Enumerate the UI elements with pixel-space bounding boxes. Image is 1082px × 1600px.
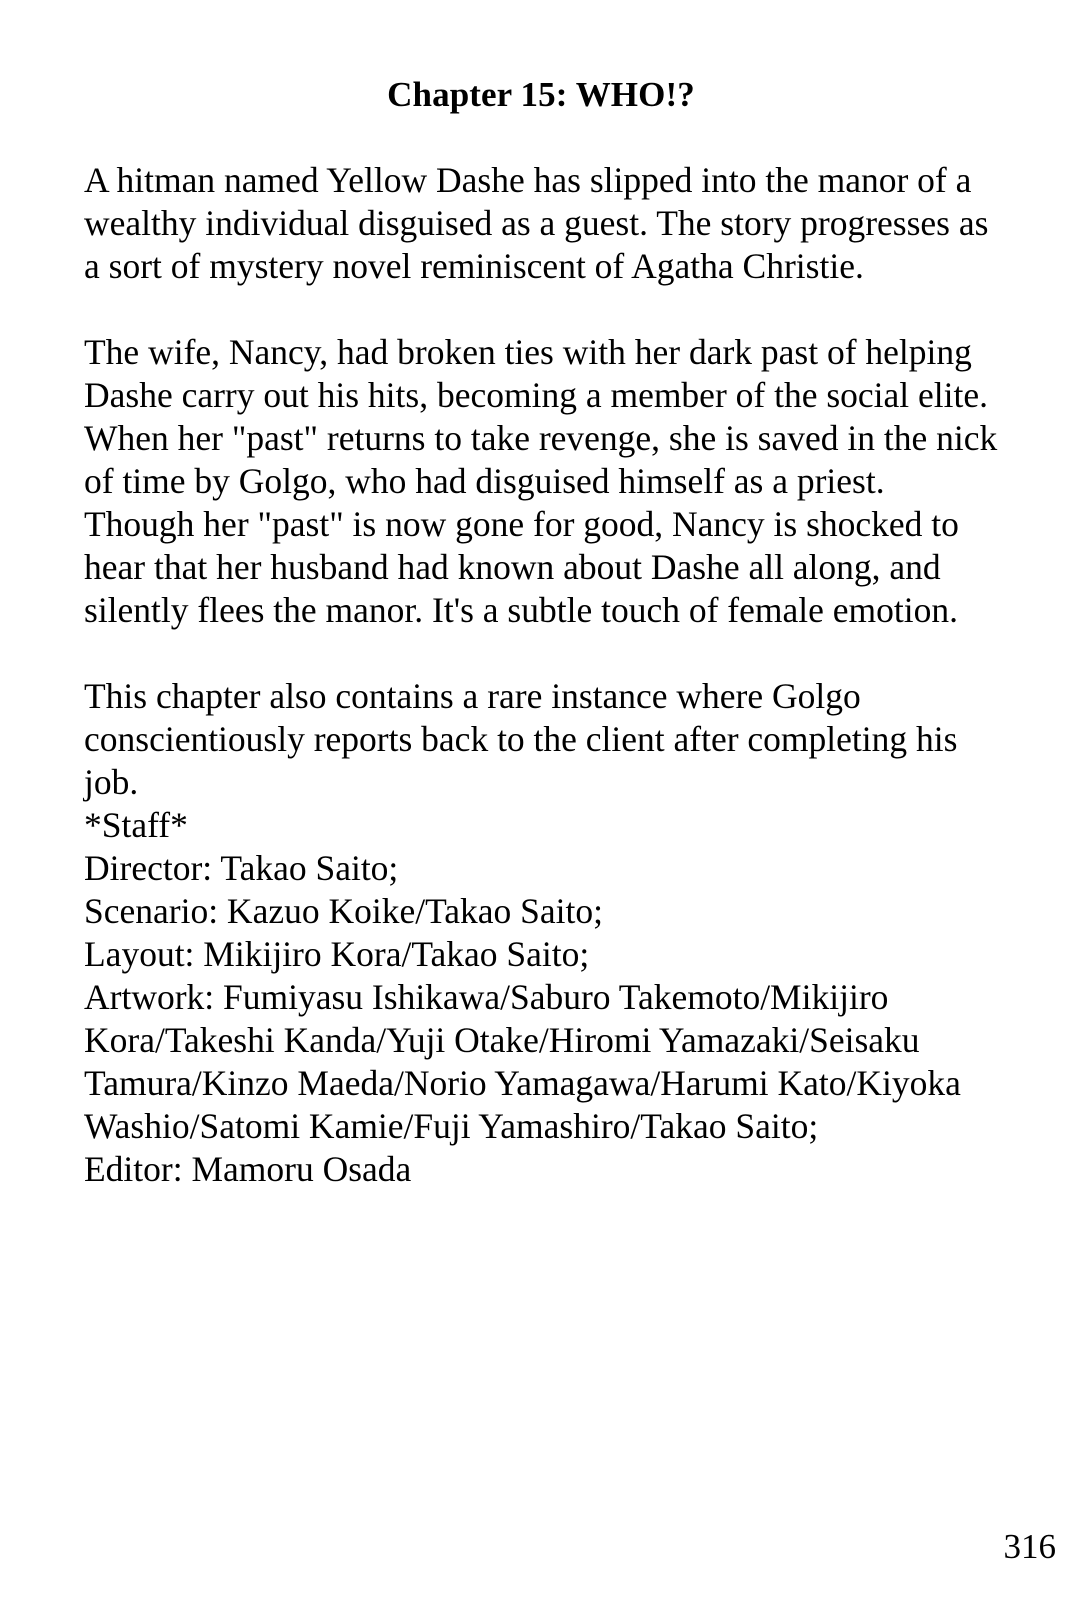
- page-content: [84, 74, 998, 1191]
- paragraph-synopsis-note: This chapter also contains a rare instance where Golgo conscientiously reports back to the client after completing his job.: [84, 676, 958, 803]
- page-title: Chapter 15: WHO!?: [387, 75, 695, 114]
- staff-heading: *Staff*: [84, 805, 188, 846]
- staff-credits: [84, 804, 998, 1191]
- staff-credit-director: Director: Takao Saito;: [84, 848, 399, 889]
- paragraph-synopsis-plot: The wife, Nancy, had broken ties with her dark past of helping Dashe carry out his hits, becoming a member of the social elite. When her "past" returns to take revenge, she is saved in the nick of time by Golgo, who had disguised himself as a priest. Though her "past" is now gone for good, Nancy is shocked to hear that her husband had known about Dashe all along, and silently flees the manor. It's a subtle touch of female emotion.: [84, 332, 998, 631]
- body-text: [84, 159, 998, 804]
- staff-credit-scenario: Scenario: Kazuo Koike/Takao Saito;: [84, 891, 604, 932]
- staff-credit-artwork: Artwork: Fumiyasu Ishikawa/Saburo Takemoto/Mikijiro Kora/Takeshi Kanda/Yuji Otake/Hiromi Yamazaki/Seisaku Tamura/Kinzo Maeda/Norio Yamagawa/Harumi Kato/Kiyoka Washio/Satomi Kamie/Fuji Yamashiro/Takao Saito;: [84, 977, 970, 1147]
- page-number: 316: [1003, 1527, 1056, 1566]
- staff-credit-editor: Editor: Mamoru Osada: [84, 1149, 412, 1190]
- paragraph-synopsis-intro: A hitman named Yellow Dashe has slipped into the manor of a wealthy individual disguised as a guest. The story progresses as a sort of mystery novel reminiscent of Agatha Christie.: [84, 160, 989, 287]
- staff-credit-layout: Layout: Mikijiro Kora/Takao Saito;: [84, 934, 590, 975]
